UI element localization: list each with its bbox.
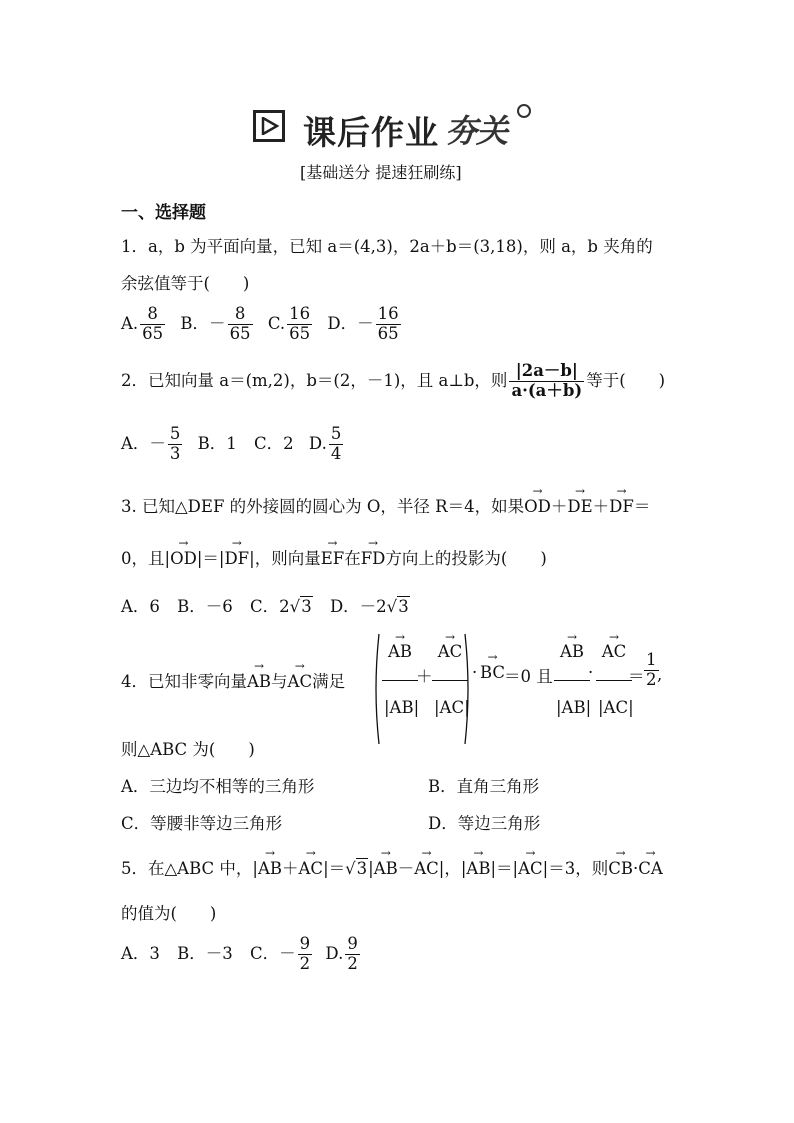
q4-optB: B．直角三角形	[428, 777, 540, 796]
q4-frac1: → $\frac{AB}{|AB|}$	[382, 643, 418, 718]
q4-frac2: → $\frac{AC}{|AC|}$	[432, 643, 468, 718]
q1-options: A. $\frac{8}{65}$ B．－ $\frac{8}{65}$ C. $\frac{16}{65}$ D．－ $\frac{16}{65}$	[121, 304, 399, 343]
section-title: 一、选择题	[121, 203, 206, 223]
q1-optC-frac: $\frac{16}{65}$	[289, 304, 311, 343]
play-icon	[253, 110, 285, 142]
q5-stem-line1: 5．在△ABC 中，|→ AB＋→ AC|＝√3|→ AB－→ AC|，|→ AB|＝|→ AC|＝3，则→ CB·→ CA	[121, 855, 663, 879]
subtitle: [基础送分 提速狂刷练]	[300, 163, 462, 182]
brand-logo	[445, 104, 545, 148]
q5-options: A．3 B．－3 C．－ $\frac{9}{2}$ D. $\frac{9}{2}$	[121, 934, 358, 973]
page-title: 课后作业	[303, 113, 439, 152]
q4-half: $\frac{1}{2}$	[646, 650, 657, 689]
q3-stem-line2: 0，且|→ OD|＝|→ DF|，则向量→ EF在→ FD方向上的投影为( )	[121, 545, 547, 569]
q4-optC: C．等腰非等边三角形	[121, 814, 283, 833]
q5-stem-line2: 的值为( )	[121, 904, 217, 923]
brand-logo-text: 夯关	[445, 112, 508, 150]
q3-stem-line1: 3. 已知△DEF 的外接圆的圆心为 O，半径 R＝4，如果→ OD＋→ DE＋→ DF＝	[121, 493, 650, 517]
q2-options: A．－ $\frac{5}{3}$ B．1 C．2 D. $\frac{5}{4}$	[121, 424, 342, 463]
right-bracket-icon	[464, 633, 472, 745]
q4-optA: A．三边均不相等的三角形	[121, 777, 315, 796]
q1-optD-frac: $\frac{16}{65}$	[377, 304, 399, 343]
q4-frac4: → $\frac{AC}{|AC|}$	[596, 643, 632, 718]
left-bracket-icon	[372, 633, 380, 745]
q2-stem: 2．已知向量 a＝(m,2)，b＝(2，－1)，且 a⊥b，则 $\frac{|2a-b|}{a\cdot(a+b)}$ 等于( )	[121, 361, 666, 400]
q4-expression: → $\frac{AB}{|AB|}$ ＋ → $\frac{AC}{|AC|}$ · → BC ＝0 且 → $\frac{AB}{|AB|}$ · → $\frac{AC}{|AC|}$ ＝ $\frac{1}{2}$ ,	[372, 633, 672, 748]
q4-optD: D．等边三角形	[428, 814, 541, 833]
logo-dot-icon	[517, 104, 531, 118]
q3-options: A．6 B．－6 C．2√3 D．－2√3	[121, 597, 409, 616]
q4-stem: 4．已知非零向量→ AB与→ AC满足	[121, 638, 345, 748]
q1-optB-frac: $\frac{8}{65}$	[229, 304, 251, 343]
q5-optC-frac: $\frac{9}{2}$	[299, 934, 311, 973]
q1-stem-line2: 余弦值等于( )	[121, 274, 250, 293]
q5-optD-frac: $\frac{9}{2}$	[347, 934, 358, 973]
q2-optD-frac: $\frac{5}{4}$	[330, 424, 342, 463]
q2-frac: $\frac{|2a-b|}{a\cdot(a+b)}$	[511, 361, 583, 400]
q4-line2: 则△ABC 为( )	[121, 740, 255, 759]
q1-stem-line1: 1．a，b 为平面向量，已知 a＝(4,3)，2a＋b＝(3,18)，则 a，b 夹角的	[121, 237, 653, 256]
q4-frac3: → $\frac{AB}{|AB|}$	[554, 643, 590, 718]
q2-optA-frac: $\frac{5}{3}$	[169, 424, 181, 463]
q1-optA-frac: $\frac{8}{65}$	[142, 304, 164, 343]
